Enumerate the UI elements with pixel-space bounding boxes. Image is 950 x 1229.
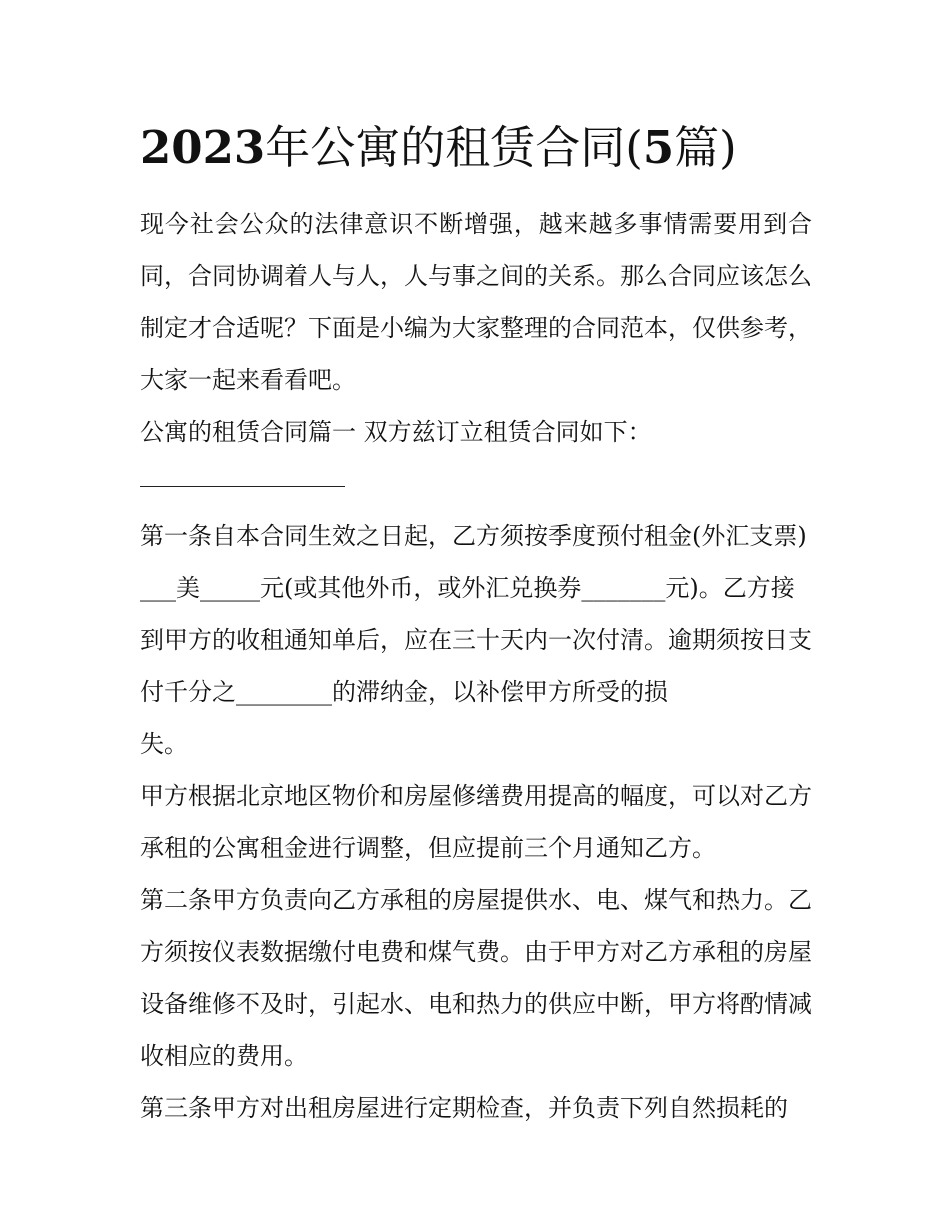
article-3-paragraph: 第三条甲方对出租房屋进行定期检查，并负责下列自然损耗的 bbox=[140, 1094, 788, 1122]
article-1-paragraph bbox=[140, 510, 812, 770]
intro-paragraph: 现今社会公众的法律意识不断增强，越来越多事情需要用到合同，合同协调着人与人，人与事之间的关系。那么合同应该怎么制定才合适呢？下面是小编为大家整理的合同范本，仅供参考，大家一起来看看吧。 bbox=[140, 210, 812, 394]
underline-rule bbox=[140, 458, 345, 487]
section-heading: 公寓的租赁合同篇一 双方兹订立租赁合同如下： bbox=[140, 418, 652, 446]
title-main: 年公寓的租赁合同( bbox=[265, 121, 643, 174]
document-body bbox=[140, 198, 812, 1134]
title-count: 5 bbox=[642, 121, 675, 174]
title-year: 2023 bbox=[140, 121, 266, 174]
article-2-paragraph: 第二条甲方负责向乙方承租的房屋提供水、电、煤气和热力。乙方须按仪表数据缴付电费和煤气费。由于甲方对乙方承租的房屋设备维修不及时，引起水、电和热力的供应中断，甲方将酌情减收相应的费用。 bbox=[140, 886, 812, 1070]
article-1-adjustment-paragraph: 甲方根据北京地区物价和房屋修缮费用提高的幅度，可以对乙方承租的公寓租金进行调整，但应提前三个月通知乙方。 bbox=[140, 782, 812, 862]
blank-fill-line bbox=[140, 458, 812, 510]
article-1-tail: 失。 bbox=[140, 730, 188, 758]
document-title bbox=[140, 118, 840, 178]
article-1-text: 第一条自本合同生效之日起，乙方须按季度预付租金(外汇支票)___美_____元(或其他外币，或外汇兑换券_______元)。乙方接到甲方的收租通知单后，应在三十天内一次付清。逾期须按日支付千分之________的滞纳金，以补偿甲方所受的损 bbox=[140, 522, 812, 706]
title-suffix: 篇) bbox=[674, 121, 737, 174]
